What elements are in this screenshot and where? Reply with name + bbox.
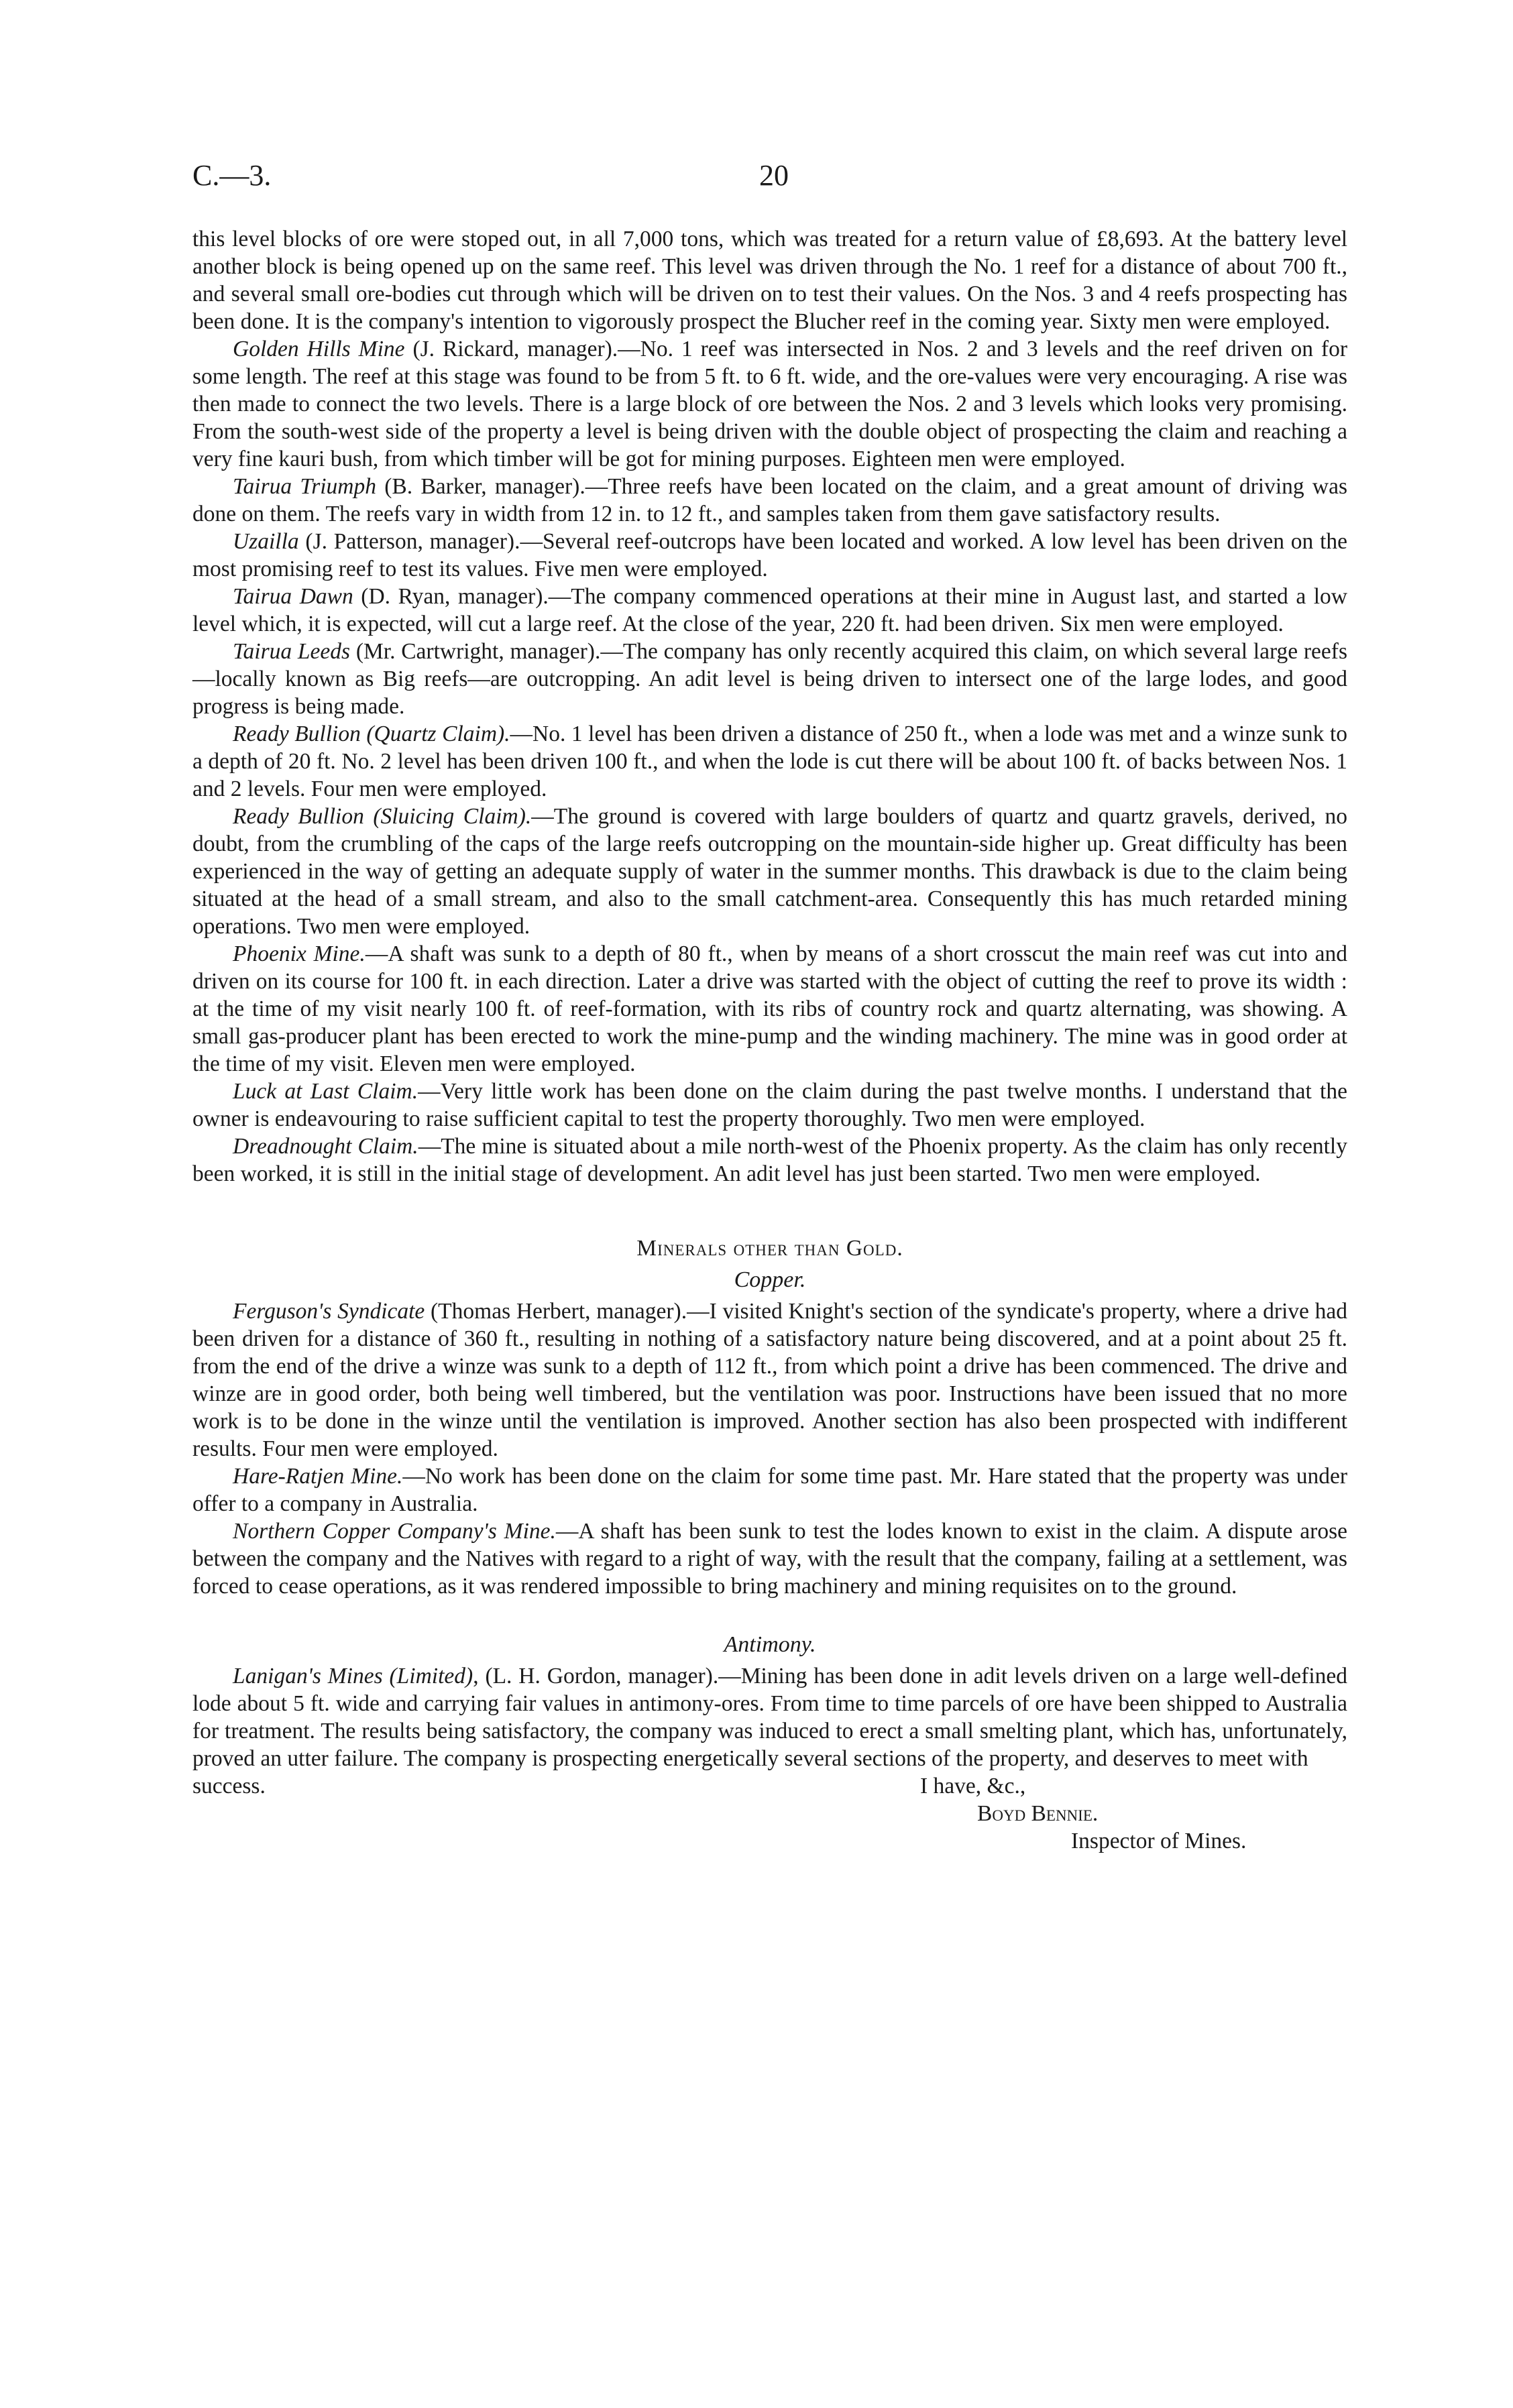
antimony-heading: Antimony. bbox=[724, 1632, 816, 1657]
mine-text: —A shaft has been sunk to test the lodes known to exist in the claim. A dispute arose between the company and the Natives with regard to a right of way, with the result that the company, failing at a settlement, was forced to cease operations, as it was rendered impossible to bring machinery and mining requisites on to the ground. bbox=[192, 1519, 1347, 1599]
mine-name: Tairua Leeds bbox=[233, 639, 351, 664]
closing-line bbox=[192, 1772, 1347, 1800]
mine-name: Golden Hills Mine bbox=[233, 337, 405, 361]
antimony-paragraph bbox=[192, 1662, 1347, 1772]
mine-paragraph bbox=[192, 583, 1347, 638]
mine-name: Uzailla bbox=[233, 529, 299, 554]
mine-name: Tairua Triumph bbox=[233, 474, 376, 499]
mine-name: Ready Bullion (Sluicing Claim). bbox=[233, 804, 532, 829]
mine-name: Hare-Ratjen Mine. bbox=[233, 1464, 403, 1489]
mine-name: Tairua Dawn bbox=[233, 584, 353, 609]
section-heading: Minerals other than Gold. bbox=[636, 1236, 903, 1261]
mine-paragraph bbox=[192, 720, 1347, 803]
page-number: 20 bbox=[759, 159, 789, 192]
mine-paragraph bbox=[192, 803, 1347, 940]
mine-text: (D. Ryan, manager).—The company commenced operations at their mine in August last, and started a low level which, it is expected, will cut a large reef. At the close of the year, 220 ft. had been driven. Six men were employed. bbox=[192, 584, 1347, 636]
mine-paragraph bbox=[192, 1133, 1347, 1188]
mine-text: , (L. H. Gordon, manager).—Mining has been done in adit levels driven on a large well-defined lode about 5 ft. wide and carrying fair values in antimony-ores. From time to time parcels of ore have been shipped to Australia for treatment. The results being satisfactory, the company was induced to erect a small smelting plant, which has, unfortunately, proved an utter failure. The company is prospecting energetically several sections of the property, and deserves to meet with bbox=[192, 1664, 1347, 1771]
mine-text: —The ground is covered with large boulders of quartz and quartz gravels, derived, no doubt, from the crumbling of the caps of the large reefs outcropping on the mountain-side higher up. Great difficulty has been experienced in the way of getting an adequate supply of water in the summer months. This drawback is due to the claim being situated at the head of a small stream, and also to the small catchment-area. Consequently this has much retarded mining operations. Two men were employed. bbox=[192, 804, 1348, 939]
copper-heading: Copper. bbox=[734, 1267, 806, 1292]
mine-name: Lanigan's Mines (Limited) bbox=[233, 1664, 473, 1688]
mine-text: —A shaft was sunk to a depth of 80 ft., when by means of a short crosscut the main reef was cut into and driven on its course for 100 ft. in each direction. Later a drive was started with the object of cutting the reef to prove its width : at the time of my visit nearly 100 ft. of reef-formation, with its ribs of country rock and quartz alternating, was showing. A small gas-producer plant has been erected to work the mine-pump and the winding machinery. The mine was in good order at the time of my visit. Eleven men were employed. bbox=[192, 941, 1348, 1076]
copper-paragraph bbox=[192, 1463, 1347, 1517]
document-reference: C.—3. bbox=[192, 159, 272, 192]
mine-name: Ferguson's Syndicate bbox=[233, 1299, 425, 1324]
mine-text: —Very little work has been done on the claim during the past twelve months. I understand that the owner is endeavouring to raise sufficient capital to test the property thoroughly. Two men were employed. bbox=[192, 1079, 1347, 1131]
report-body bbox=[192, 225, 1347, 1855]
mine-name: Ready Bullion (Quartz Claim). bbox=[233, 722, 510, 746]
page-header bbox=[192, 158, 1333, 198]
mine-paragraph bbox=[192, 335, 1347, 473]
mine-text: (J. Rickard, manager).—No. 1 reef was intersected in Nos. 2 and 3 levels and the reef driven on for some length. The reef at this stage was found to be from 5 ft. to 6 ft. wide, and the ore-values were very encouraging. A rise was then made to connect the two levels. There is a large block of ore between the Nos. 2 and 3 levels which looks very promising. From the south-west side of the property a level is being driven with the double object of prospecting the claim and reaching a very fine kauri bush, from which timber will be got for mining purposes. Eighteen men were employed. bbox=[192, 337, 1347, 471]
mine-paragraph bbox=[192, 1078, 1347, 1133]
mine-paragraph bbox=[192, 528, 1347, 583]
continuation-paragraph: this level blocks of ore were stoped out, in all 7,000 tons, which was treated for a return value of £8,693. At the battery level another block is being opened up on the same reef. This level was driven through the No. 1 reef for a distance of about 700 ft., and several small ore-bodies cut through which will be driven on to test their values. On the Nos. 3 and 4 reefs prospecting has been done. It is the company's intention to vigorously prospect the Blucher reef in the coming year. Sixty men were employed. bbox=[192, 227, 1347, 334]
mine-text: (Thomas Herbert, manager).—I visited Knight's section of the syndicate's property, where a drive had been driven for a distance of 360 ft., resulting in nothing of a satisfactory nature being discovered, and at a point about 25 ft. from the end of the drive a winze was sunk to a depth of 112 ft., from which point a drive has been commenced. The drive and winze are in good order, both being well timbered, but the ventilation was poor. Instructions have been issued that no more work is to be done in the winze until the ventilation is improved. Another section has also been prospected with indifferent results. Four men were employed. bbox=[192, 1299, 1347, 1461]
mine-text: (B. Barker, manager).—Three reefs have been located on the claim, and a great amount of driving was done on them. The reefs vary in width from 12 in. to 12 ft., and samples taken from them gave satisfactory results. bbox=[192, 474, 1347, 526]
copper-paragraph bbox=[192, 1517, 1347, 1600]
mine-text: —No. 1 level has been driven a distance of 250 ft., when a lode was met and a winze sunk to a depth of 20 ft. No. 2 level has been driven 100 ft., and when the lode is cut there will be about 100 ft. of backs between Nos. 1 and 2 levels. Four men were employed. bbox=[192, 722, 1347, 801]
mine-text: (Mr. Cartwright, manager).—The company has only recently acquired this claim, on which several large reefs—locally known as Big reefs—are outcropping. An adit level is being driven to intersect one of the large lodes, and good progress is being made. bbox=[192, 639, 1347, 719]
signatory-name: Boyd Bennie. bbox=[977, 1801, 1099, 1826]
signatory-title: Inspector of Mines. bbox=[1071, 1829, 1247, 1853]
mine-name: Luck at Last Claim. bbox=[233, 1079, 418, 1104]
mine-paragraph bbox=[192, 638, 1347, 720]
copper-paragraph bbox=[192, 1298, 1347, 1463]
mine-text: —No work has been done on the claim for some time past. Mr. Hare stated that the property was under offer to a company in Australia. bbox=[192, 1464, 1347, 1516]
mine-paragraph bbox=[192, 473, 1347, 528]
closing-last-word: success. bbox=[192, 1774, 266, 1798]
mine-name: Dreadnought Claim. bbox=[233, 1134, 418, 1159]
mine-text: (J. Patterson, manager).—Several reef-outcrops have been located and worked. A low level has been driven on the most promising reef to test its values. Five men were employed. bbox=[192, 529, 1347, 581]
mine-paragraph bbox=[192, 940, 1347, 1078]
salutation: I have, &c., bbox=[920, 1774, 1026, 1798]
mine-text: —The mine is situated about a mile north-west of the Phoenix property. As the claim has only recently been worked, it is still in the initial stage of development. An adit level has just been started. Two men were employed. bbox=[192, 1134, 1347, 1186]
mine-name: Phoenix Mine. bbox=[233, 941, 366, 966]
mine-name: Northern Copper Company's Mine. bbox=[233, 1519, 556, 1544]
